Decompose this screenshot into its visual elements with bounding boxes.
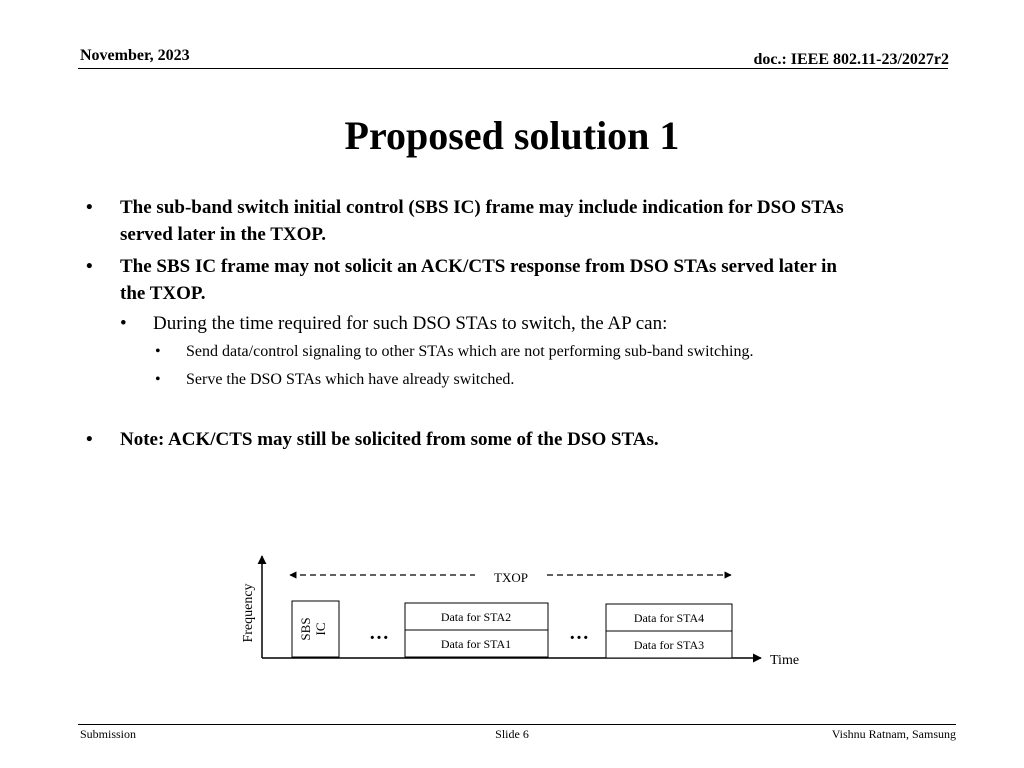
bullet-symbol: • (86, 256, 93, 277)
ellipsis-2: … (569, 622, 589, 644)
bullet-text: Serve the DSO STAs which have already switched. (186, 371, 515, 388)
bullet-symbol: • (155, 343, 161, 360)
footer-author: Vishnu Ratnam, Samsung (831, 727, 956, 741)
slide-title: Proposed solution 1 (344, 113, 680, 158)
bullet-symbol: • (155, 371, 161, 388)
bullet-text: The sub-band switch initial control (SBS IC) frame may include indication for DSO STAs (120, 197, 844, 218)
data-sta3-label: Data for STA3 (633, 638, 705, 652)
footer-submission: Submission (80, 727, 137, 741)
bullet-text: served later in the TXOP. (120, 224, 327, 245)
bullet-text: Note: ACK/CTS may still be solicited from some of the DSO STAs. (120, 429, 659, 450)
y-axis-label: Frequency (241, 583, 256, 643)
bullet-text: the TXOP. (120, 283, 206, 304)
footer-divider (78, 724, 956, 725)
bullet-symbol: • (120, 313, 127, 334)
data-sta2-label: Data for STA2 (440, 610, 512, 624)
header-doc-id: doc.: IEEE 802.11-23/2027r2 (753, 51, 949, 68)
bullet-text: Send data/control signaling to other STAs which are not performing sub-band switching. (186, 343, 754, 360)
sbs-ic-label: IC (313, 622, 328, 636)
x-axis-label: Time (770, 653, 800, 668)
footer-slide-number: Slide 6 (495, 727, 529, 741)
bullet-text: During the time required for such DSO STAs to switch, the AP can: (153, 313, 668, 334)
data-sta1-label: Data for STA1 (440, 637, 512, 651)
bullet-symbol: • (86, 197, 93, 218)
bullet-symbol: • (86, 429, 93, 450)
sbs-ic-label: SBS (298, 617, 313, 641)
header-date: November, 2023 (80, 47, 190, 64)
ellipsis-1: … (369, 622, 389, 644)
bullet-text: The SBS IC frame may not solicit an ACK/CTS response from DSO STAs served later in (120, 256, 837, 277)
txop-label: TXOP (494, 570, 528, 585)
data-sta4-label: Data for STA4 (633, 611, 705, 625)
